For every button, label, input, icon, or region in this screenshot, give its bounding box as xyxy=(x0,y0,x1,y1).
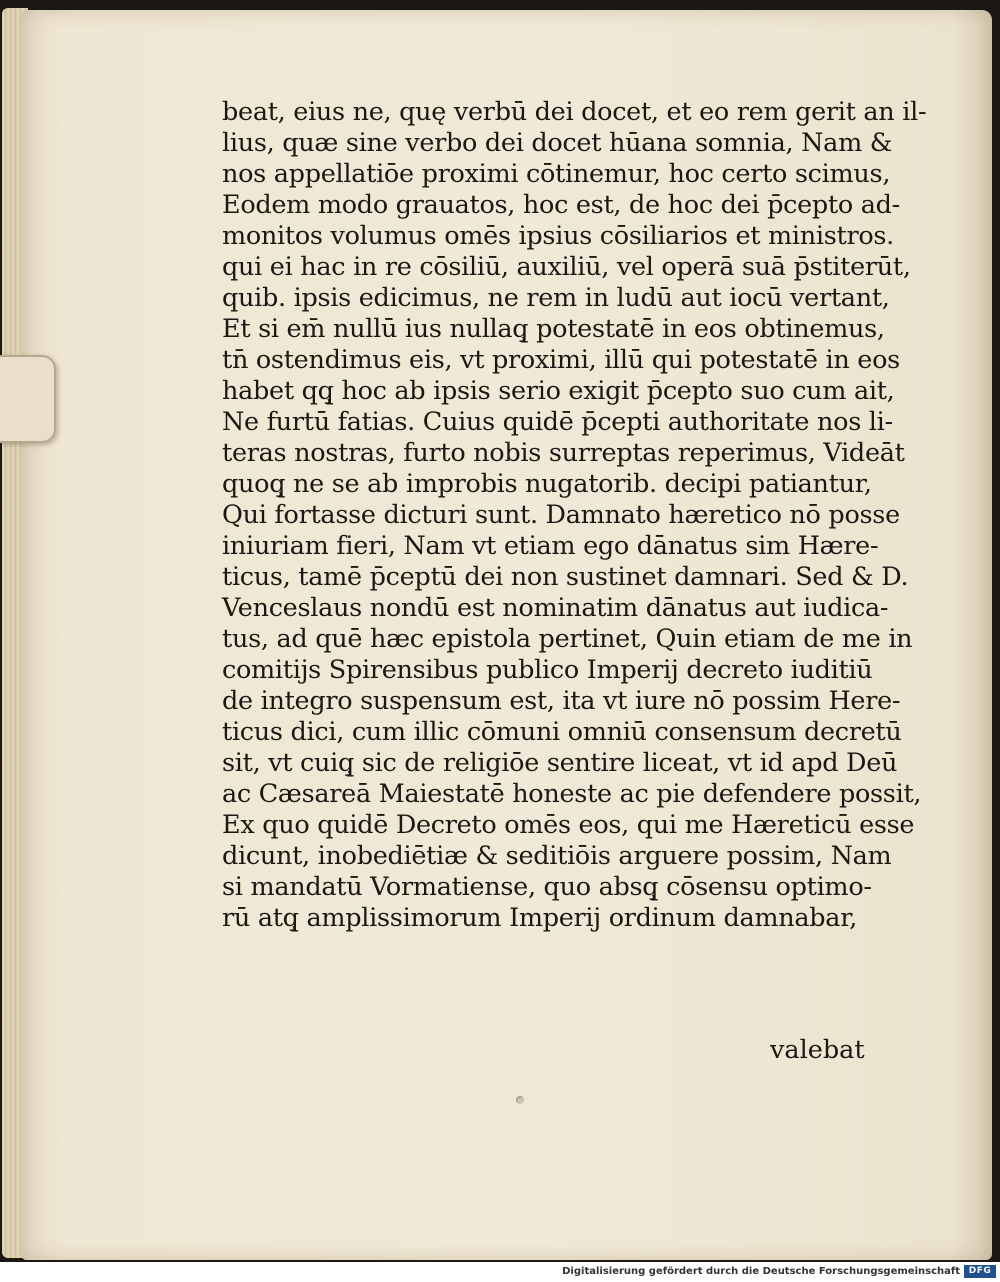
text-line: qui ei hac in re cōsiliū, auxiliū, vel operā suā p̄stiterūt, xyxy=(222,252,911,282)
text-line: nos appellatiōe proximi cōtinemur, hoc certo scimus, xyxy=(222,159,891,189)
text-line: tn̄ ostendimus eis, vt proximi, illū qui potestatē in eos xyxy=(222,345,900,375)
text-line: teras nostras, furto nobis surreptas reperimus, Videāt xyxy=(222,438,905,468)
text-line: de integro suspensum est, ita vt iure nō possim Here- xyxy=(222,686,901,716)
text-line: tus, ad quē hæc epistola pertinet, Quin etiam de me in xyxy=(222,624,913,654)
text-line: dicunt, inobediētiæ & seditiōis arguere possim, Nam xyxy=(222,841,892,871)
text-line: rū atq̧ amplissimorum Imperij ordinum damnabar, xyxy=(222,903,858,933)
text-line: Ex quo quidē Decreto omēs eos, qui me Hæreticū esse xyxy=(222,810,915,840)
text-line: ticus, tamē p̄ceptū dei non sustinet damnari. Sed & D. xyxy=(222,562,909,592)
text-line: comitijs Spirensibus publico Imperij decreto iuditiū xyxy=(222,655,873,685)
page-fold-tab xyxy=(0,355,56,443)
text-line: lius, quæ sine verbo dei docet hūana somnia, Nam & xyxy=(222,128,893,158)
text-line: sit, vt cuiq̧ sic de religiōe sentire liceat, vt id apd Deū xyxy=(222,748,898,778)
text-line: Ne furtū fatias. Cuius quidē p̄cepti authoritate nos li- xyxy=(222,407,893,437)
text-line: ticus dici, cum illic cōmuni omniū consensum decretū xyxy=(222,717,902,747)
text-line: Eodem modo grauatos, hoc est, de hoc dei p̄cepto ad- xyxy=(222,190,900,220)
catchword: valebat xyxy=(770,1035,865,1065)
text-line: iniuriam fieri, Nam vt etiam ego dānatus sim Hære- xyxy=(222,531,879,561)
body-text xyxy=(222,97,927,934)
text-line: Et si em̄ nullū ius nullaq̧ potestatē in eos obtinemus, xyxy=(222,314,885,344)
text-line: si mandatū Vormatiense, quo absq̧ cōsensu optimo- xyxy=(222,872,872,902)
footer-credit: Digitalisierung gefördert durch die Deutsche Forschungsgemeinschaft xyxy=(562,1266,960,1277)
dfg-logo: DFG xyxy=(964,1265,996,1278)
text-line: Qui fortasse dicturi sunt. Damnato hæretico nō posse xyxy=(222,500,900,530)
paper-pinhole xyxy=(516,1096,524,1104)
text-line: monitos volumus omēs ipsius cōsiliarios et ministros. xyxy=(222,221,894,251)
text-line: beat, eius ne, quę verbū dei docet, et eo rem gerit an il- xyxy=(222,97,927,127)
text-line: Venceslaus nondū est nominatim dānatus aut iudica- xyxy=(222,593,889,623)
text-line: quib. ipsis edicimus, ne rem in ludū aut iocū vertant, xyxy=(222,283,890,313)
text-line: ac Cæsareā Maiestatē honeste ac pie defendere possit, xyxy=(222,779,922,809)
text-line: quoq̧ ne se ab improbis nugatorib. decipi patiantur, xyxy=(222,469,872,499)
text-line: habet qq̧ hoc ab ipsis serio exigit p̄cepto suo cum ait, xyxy=(222,376,895,406)
